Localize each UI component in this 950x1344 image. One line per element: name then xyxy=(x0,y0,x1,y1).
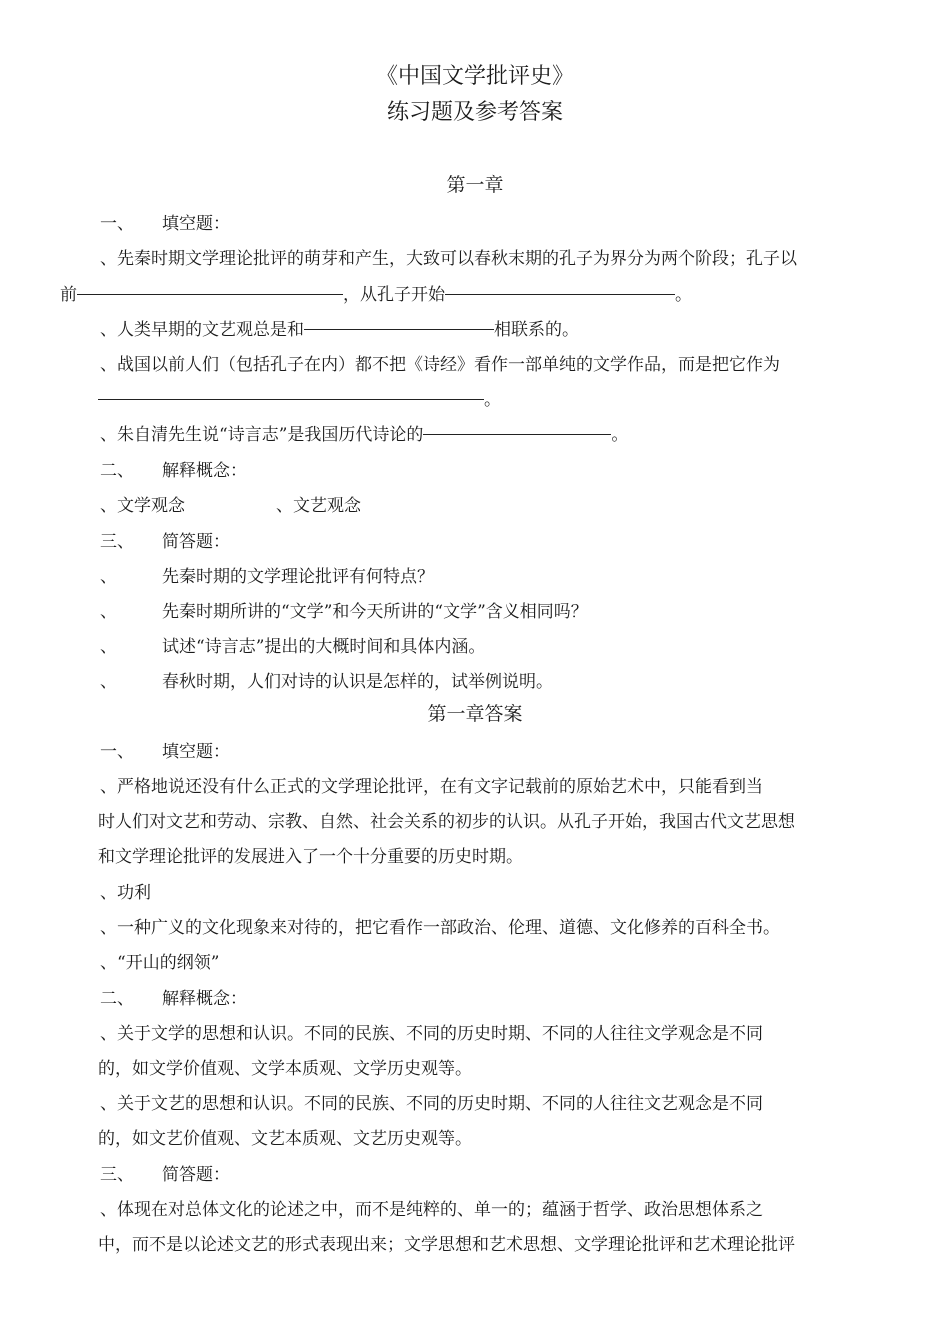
question-2 xyxy=(100,319,579,341)
question-text: 先秦时期的文学理论批评有何特点？ xyxy=(162,567,434,587)
section-number: 三、 xyxy=(100,1165,134,1185)
answer-2: 、功利 xyxy=(100,883,151,903)
concept-1: 、文学观念 xyxy=(100,496,185,516)
answer-blank xyxy=(304,329,494,330)
concept-2: 、文艺观念 xyxy=(276,496,361,516)
section-number: 二、 xyxy=(100,461,134,481)
question-number: 、 xyxy=(100,567,117,587)
question-text: 先秦时期所讲的“文学”和今天所讲的“文学”含义相同吗？ xyxy=(162,602,588,622)
chapter-1-answers-heading: 第一章答案 xyxy=(427,703,523,725)
section-concepts-heading xyxy=(100,460,247,482)
section-label: 解释概念： xyxy=(162,461,247,481)
question-number: 、 xyxy=(100,672,117,692)
answer-1-line-2: 时人们对文艺和劳动、宗教、自然、社会关系的初步的认识。从孔子开始，我国古代文艺思想 xyxy=(98,812,795,832)
question-text: 。 xyxy=(484,390,501,410)
section-label: 简答题： xyxy=(162,1165,230,1185)
answers-fill-in-heading xyxy=(100,741,230,763)
section-label: 简答题： xyxy=(162,532,230,552)
concept-answer-1-line-2: 的，如文学价值观、文学本质观、文学历史观等。 xyxy=(98,1059,472,1079)
short-answer-1-line-1: 、体现在对总体文化的论述之中，而不是纯粹的、单一的；蕴涵于哲学、政治思想体系之 xyxy=(100,1200,763,1220)
short-question-3 xyxy=(100,636,485,658)
answer-1-line-3: 和文学理论批评的发展进入了一个十分重要的历史时期。 xyxy=(98,847,523,867)
section-label: 填空题： xyxy=(162,742,230,762)
question-text: ，从孔子开始 xyxy=(343,285,445,305)
section-number: 一、 xyxy=(100,214,134,234)
question-text: 前 xyxy=(60,285,77,305)
question-text: 、人类早期的文艺观总是和 xyxy=(100,320,304,340)
section-number: 三、 xyxy=(100,532,134,552)
question-text: 春秋时期，人们对诗的认识是怎样的，试举例说明。 xyxy=(162,672,553,692)
document-title: 《中国文学批评史》 xyxy=(375,64,574,89)
question-number: 、 xyxy=(100,602,117,622)
short-question-4 xyxy=(100,671,553,693)
answers-short-answer-heading xyxy=(100,1164,230,1186)
short-answer-1-line-2: 中，而不是以论述文艺的形式表现出来；文学思想和艺术思想、文学理论批评和艺术理论批评 xyxy=(98,1235,795,1255)
answer-4: 、“开山的纲领” xyxy=(100,953,220,973)
question-1-line-2 xyxy=(60,284,692,306)
answer-blank xyxy=(98,399,484,400)
question-text: 试述“诗言志”提出的大概时间和具体内涵。 xyxy=(162,637,486,657)
chapter-1-heading: 第一章 xyxy=(446,174,504,196)
document-subtitle: 练习题及参考答案 xyxy=(386,100,563,125)
answer-1-line-1: 、严格地说还没有什么正式的文学理论批评，在有文字记载前的原始艺术中，只能看到当 xyxy=(100,777,763,797)
answer-blank xyxy=(423,434,611,435)
question-1-line-1: 、先秦时期文学理论批评的萌芽和产生，大致可以春秋末期的孔子为界分为两个阶段；孔子以 xyxy=(100,249,797,269)
short-question-1 xyxy=(100,566,434,588)
question-text: 。 xyxy=(675,285,692,305)
question-number: 、 xyxy=(100,637,117,657)
question-3-line-2 xyxy=(98,389,501,411)
short-question-2 xyxy=(100,601,588,623)
concept-answer-1-line-1: 、关于文学的思想和认识。不同的民族、不同的历史时期、不同的人往往文学观念是不同 xyxy=(100,1024,763,1044)
concept-answer-2-line-1: 、关于文艺的思想和认识。不同的民族、不同的历史时期、不同的人往往文艺观念是不同 xyxy=(100,1094,763,1114)
section-short-answer-heading xyxy=(100,531,230,553)
answer-blank xyxy=(445,294,675,295)
section-number: 二、 xyxy=(100,989,134,1009)
section-number: 一、 xyxy=(100,742,134,762)
question-4 xyxy=(100,424,628,446)
question-text: 、朱自清先生说“诗言志”是我国历代诗论的 xyxy=(100,425,424,445)
answer-blank xyxy=(77,294,343,295)
question-3-line-1: 、战国以前人们（包括孔子在内）都不把《诗经》看作一部单纯的文学作品，而是把它作为 xyxy=(100,355,780,375)
question-text: 相联系的。 xyxy=(494,320,579,340)
concept-answer-2-line-2: 的，如文艺价值观、文艺本质观、文艺历史观等。 xyxy=(98,1129,472,1149)
section-label: 填空题： xyxy=(162,214,230,234)
section-label: 解释概念： xyxy=(162,989,247,1009)
section-fill-in-heading xyxy=(100,213,230,235)
answer-3: 、一种广义的文化现象来对待的，把它看作一部政治、伦理、道德、文化修养的百科全书。 xyxy=(100,918,780,938)
answers-concepts-heading xyxy=(100,988,247,1010)
question-text: 。 xyxy=(611,425,629,445)
